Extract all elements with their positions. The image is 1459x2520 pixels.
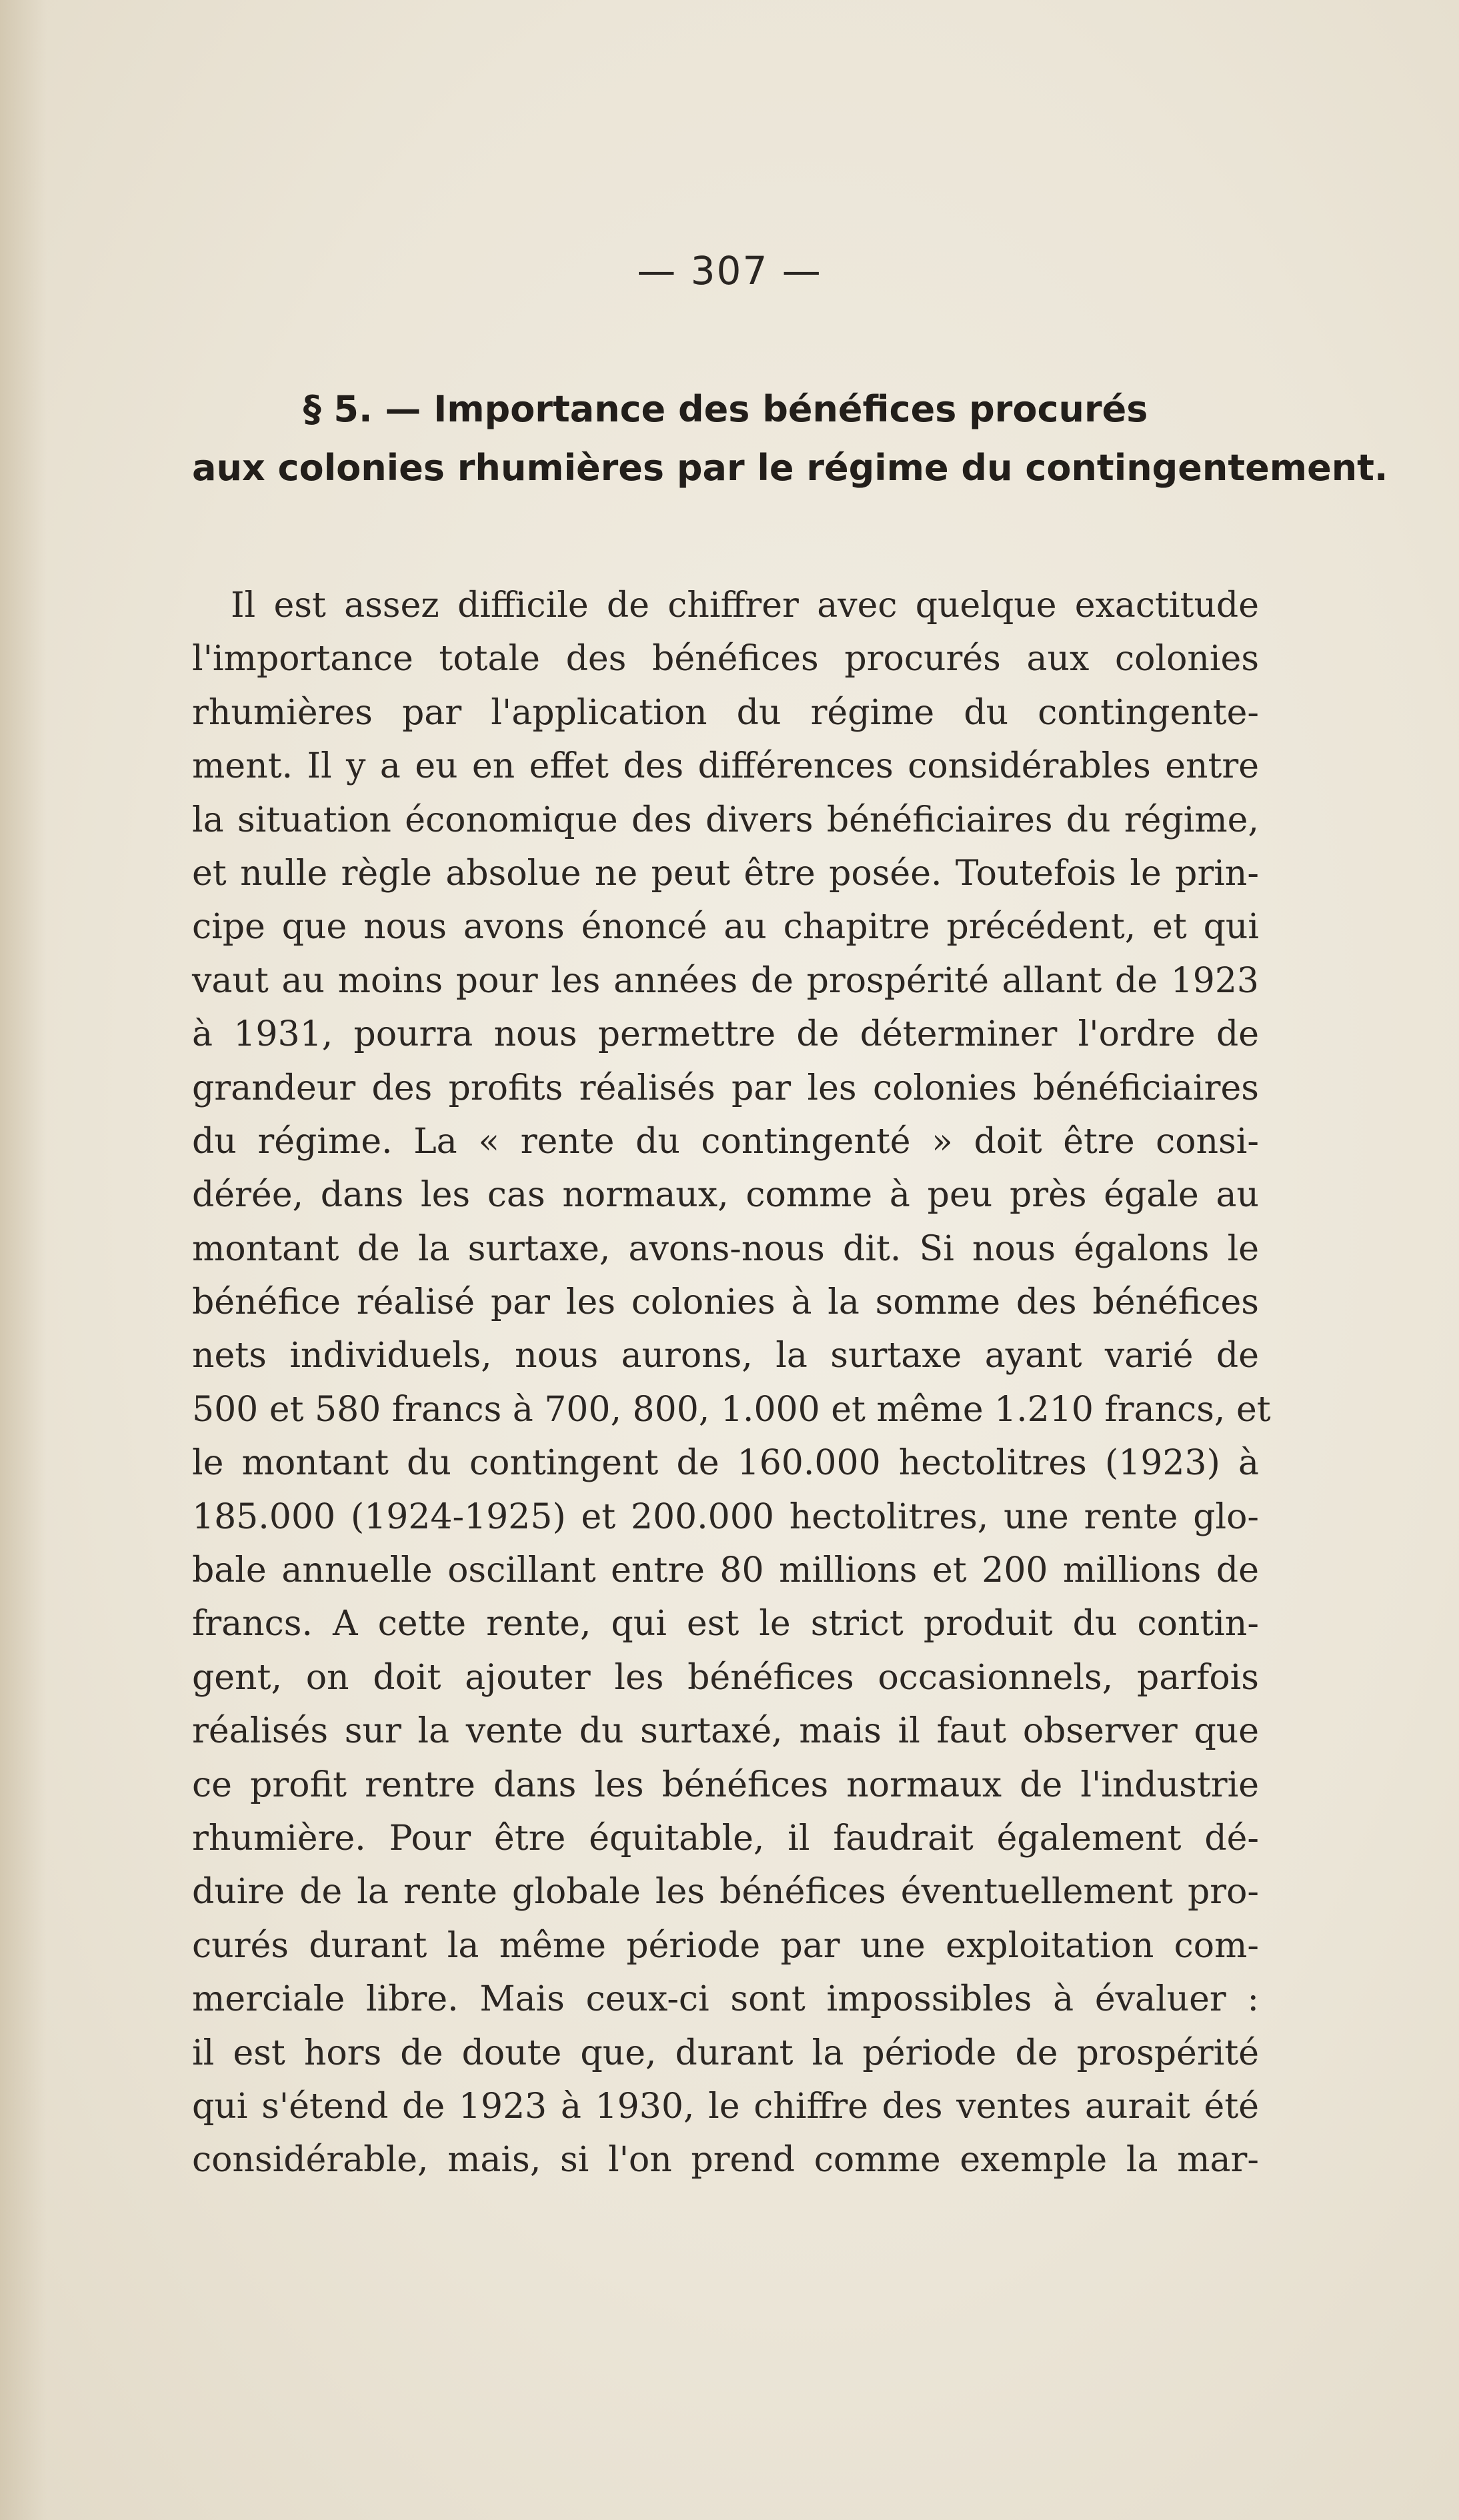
text-line: nets individuels, nous aurons, la surtaxe ayant varié de <box>192 1336 1259 1376</box>
text-line: 500 et 580 francs à 700, 800, 1.000 et même 1.210 francs, et <box>192 1389 1271 1430</box>
text-line: rhumière. Pour être équitable, il faudrait également dé- <box>192 1818 1259 1858</box>
text-line: curés durant la même période par une exploitation com- <box>192 1925 1259 1966</box>
heading-line: § 5. — Importance des bénéfices procurés <box>303 388 1148 430</box>
text-line: il est hors de doute que, durant la période de prospérité <box>192 2033 1259 2073</box>
text-line: bale annuelle oscillant entre 80 millions et 200 millions de <box>192 1550 1259 1591</box>
page-number: — 307 — <box>637 248 822 293</box>
text-line: le montant du contingent de 160.000 hectolitres (1923) à <box>192 1443 1259 1484</box>
text-line: rhumières par l'application du régime du contingente- <box>192 692 1259 733</box>
text-line: dérée, dans les cas normaux, comme à peu près égale au <box>192 1175 1259 1216</box>
text-line: la situation économique des divers bénéficiaires du régime, <box>192 800 1259 840</box>
text-line: grandeur des profits réalisés par les colonies bénéficiaires <box>192 1068 1259 1108</box>
text-line: bénéfice réalisé par les colonies à la somme des bénéfices <box>192 1282 1259 1323</box>
text-line: l'importance totale des bénéfices procurés aux colonies <box>192 639 1259 680</box>
text-line: montant de la surtaxe, avons-nous dit. Si nous égalons le <box>192 1228 1259 1269</box>
heading-line: aux colonies rhumières par le régime du contingentement. <box>192 447 1388 489</box>
section-heading <box>192 380 1388 497</box>
text-line: cipe que nous avons énoncé au chapitre précédent, et qui <box>192 907 1259 948</box>
text-line: 185.000 (1924-1925) et 200.000 hectolitres, une rente glo- <box>192 1496 1259 1537</box>
text-line: et nulle règle absolue ne peut être posée. Toutefois le prin- <box>192 853 1259 894</box>
text-line: gent, on doit ajouter les bénéfices occasionnels, parfois <box>192 1657 1259 1698</box>
text-line: qui s'étend de 1923 à 1930, le chiffre des ventes aurait été <box>192 2086 1259 2127</box>
text-line: vaut au moins pour les années de prospérité allant de 1923 <box>192 960 1259 1001</box>
text-line: Il est assez difficile de chiffrer avec quelque exactitude <box>231 585 1259 625</box>
text-line: à 1931, pourra nous permettre de déterminer l'ordre de <box>192 1014 1259 1055</box>
text-line: ment. Il y a eu en effet des différences considérables entre <box>192 746 1259 787</box>
body-paragraph <box>192 579 1271 2187</box>
text-line: ce profit rentre dans les bénéfices normaux de l'industrie <box>192 1764 1259 1805</box>
text-line: francs. A cette rente, qui est le strict produit du contin- <box>192 1604 1259 1644</box>
text-line: considérable, mais, si l'on prend comme exemple la mar- <box>192 2140 1259 2181</box>
text-line: du régime. La « rente du contingenté » doit être consi- <box>192 1121 1259 1162</box>
text-line: duire de la rente globale les bénéfices éventuellement pro- <box>192 1872 1259 1913</box>
text-line: réalisés sur la vente du surtaxé, mais il faut observer que <box>192 1711 1259 1752</box>
text-line: merciale libre. Mais ceux-ci sont impossibles à évaluer : <box>192 1979 1259 2020</box>
